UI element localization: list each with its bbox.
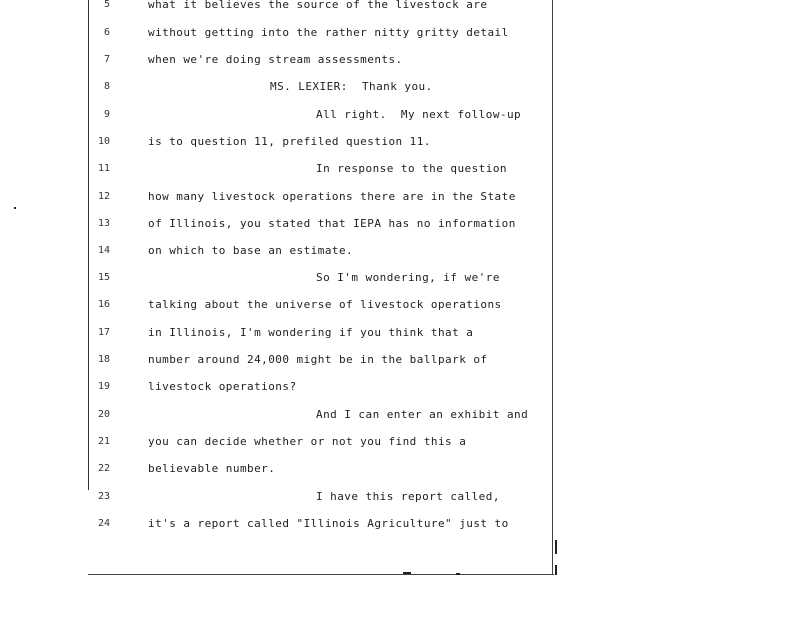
line-number: 20	[97, 409, 110, 420]
line-text: without getting into the rather nitty gritty detail	[148, 26, 509, 39]
line-number: 8	[103, 81, 110, 92]
transcript-line	[0, 434, 800, 450]
transcript-line	[0, 407, 800, 423]
line-text: you can decide whether or not you find this a	[148, 435, 467, 448]
line-number: 9	[103, 109, 110, 120]
line-number: 23	[97, 491, 110, 502]
line-text: how many livestock operations there are in the State	[148, 190, 516, 203]
scan-speck	[555, 565, 557, 575]
transcript-line	[0, 134, 800, 150]
transcript-line	[0, 489, 800, 505]
line-number: 18	[97, 354, 110, 365]
line-text: what it believes the source of the livestock are	[148, 0, 488, 11]
transcript-line	[0, 0, 800, 13]
line-text: number around 24,000 might be in the ballpark of	[148, 353, 488, 366]
transcript-line	[0, 297, 800, 313]
line-text: livestock operations?	[148, 380, 297, 393]
line-number: 7	[103, 54, 110, 65]
line-text: All right. My next follow-up	[316, 108, 522, 121]
line-number: 12	[97, 191, 110, 202]
line-number: 24	[97, 518, 110, 529]
line-number: 16	[97, 299, 110, 310]
transcript-line	[0, 52, 800, 68]
line-text: on which to base an estimate.	[148, 244, 354, 257]
line-number: 10	[97, 136, 110, 147]
transcript-line	[0, 25, 800, 41]
line-number: 19	[97, 381, 110, 392]
scan-speck	[14, 207, 16, 209]
transcript-line	[0, 216, 800, 232]
line-text: So I'm wondering, if we're	[316, 271, 500, 284]
line-text: in Illinois, I'm wondering if you think that a	[148, 326, 474, 339]
line-text: is to question 11, prefiled question 11.	[148, 135, 431, 148]
transcript-line	[0, 79, 800, 95]
scan-speck	[555, 540, 557, 554]
line-text: talking about the universe of livestock operations	[148, 298, 502, 311]
line-text: And I can enter an exhibit and	[316, 408, 529, 421]
line-number: 15	[97, 272, 110, 283]
line-text: believable number.	[148, 462, 276, 475]
scan-speck	[403, 572, 411, 574]
transcript-line	[0, 352, 800, 368]
line-number: 21	[97, 436, 110, 447]
line-number: 11	[97, 163, 110, 174]
transcript-line	[0, 243, 800, 259]
transcript-line	[0, 270, 800, 286]
line-number: 13	[97, 218, 110, 229]
line-number: 5	[103, 0, 110, 10]
transcript-line	[0, 461, 800, 477]
line-text: I have this report called,	[316, 490, 500, 503]
transcript-line	[0, 516, 800, 532]
line-text: when we're doing stream assessments.	[148, 53, 403, 66]
line-number: 17	[97, 327, 110, 338]
line-text: it's a report called "Illinois Agriculture" just to	[148, 517, 509, 530]
transcript-line	[0, 379, 800, 395]
line-number: 22	[97, 463, 110, 474]
line-text: In response to the question	[316, 162, 507, 175]
transcript-line	[0, 189, 800, 205]
transcript-line	[0, 325, 800, 341]
transcript-line	[0, 107, 800, 123]
line-number: 6	[103, 27, 110, 38]
line-text: MS. LEXIER: Thank you.	[270, 80, 433, 93]
transcript-line	[0, 161, 800, 177]
line-number: 14	[97, 245, 110, 256]
line-text: of Illinois, you stated that IEPA has no information	[148, 217, 516, 230]
bottom-margin-rule	[88, 574, 554, 575]
scan-speck	[456, 573, 460, 575]
